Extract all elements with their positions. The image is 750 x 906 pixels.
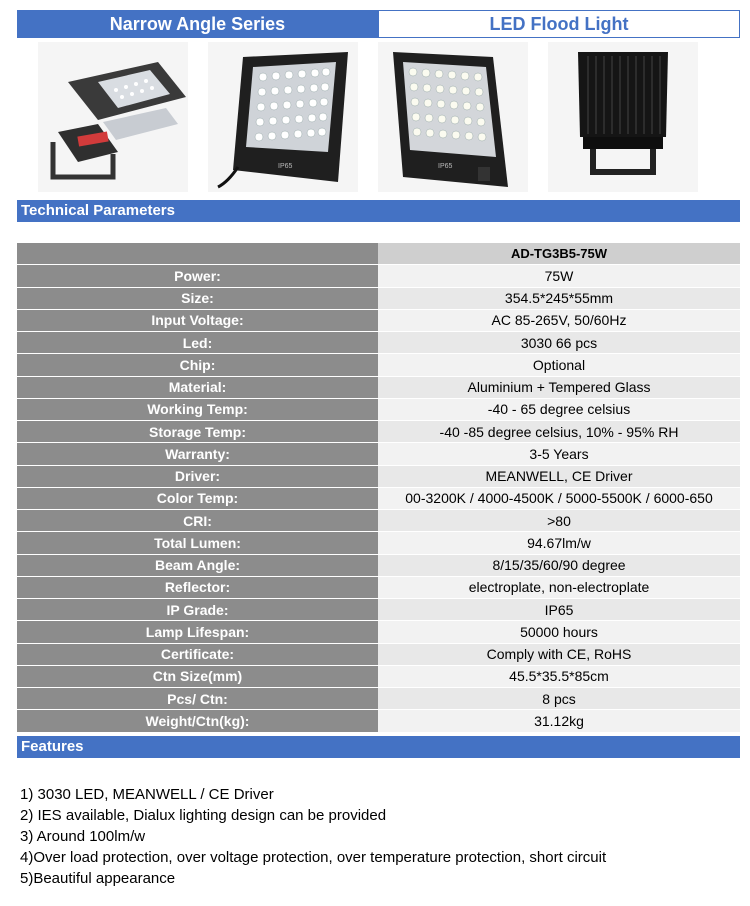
- table-row: [17, 265, 740, 287]
- param-key: Material:: [17, 376, 378, 398]
- table-row: [17, 688, 740, 710]
- param-key: Working Temp:: [17, 398, 378, 420]
- param-key: Warranty:: [17, 443, 378, 465]
- param-key: Beam Angle:: [17, 554, 378, 576]
- table-row: [17, 487, 740, 509]
- param-value: 8 pcs: [378, 688, 740, 710]
- product-photo-front-right: [378, 42, 528, 192]
- param-key: Size:: [17, 287, 378, 309]
- param-value: MEANWELL, CE Driver: [378, 465, 740, 487]
- table-row: [17, 332, 740, 354]
- param-key: CRI:: [17, 510, 378, 532]
- param-value: 8/15/35/60/90 degree: [378, 554, 740, 576]
- param-key: Lamp Lifespan:: [17, 621, 378, 643]
- table-row: [17, 554, 740, 576]
- table-row: [17, 599, 740, 621]
- param-value: IP65: [378, 599, 740, 621]
- param-key: Chip:: [17, 354, 378, 376]
- param-key: Input Voltage:: [17, 309, 378, 331]
- features-heading: Features: [17, 736, 740, 758]
- param-value: electroplate, non-electroplate: [378, 576, 740, 598]
- param-key: Power:: [17, 265, 378, 287]
- feature-item: 2) IES available, Dialux lighting design can be provided: [20, 807, 387, 824]
- param-value: Optional: [378, 354, 740, 376]
- technical-parameters-heading: Technical Parameters: [17, 200, 740, 222]
- series-banner: [17, 10, 740, 38]
- table-row: [17, 465, 740, 487]
- param-value: AC 85-265V, 50/60Hz: [378, 309, 740, 331]
- feature-item: 5)Beautiful appearance: [20, 870, 176, 887]
- product-photo-back: [548, 42, 698, 192]
- param-key: Ctn Size(mm): [17, 665, 378, 687]
- param-value: 354.5*245*55mm: [378, 287, 740, 309]
- param-key: IP Grade:: [17, 599, 378, 621]
- table-row: [17, 532, 740, 554]
- table-row: [17, 621, 740, 643]
- feature-item: 1) 3030 LED, MEANWELL / CE Driver: [20, 786, 274, 803]
- param-value: 00-3200K / 4000-4500K / 5000-5500K / 6000-650: [378, 487, 740, 509]
- series-title: Narrow Angle Series: [17, 10, 378, 38]
- param-key: Led:: [17, 332, 378, 354]
- param-value: -40 -85 degree celsius, 10% - 95% RH: [378, 421, 740, 443]
- technical-parameters-table: [17, 243, 740, 733]
- param-key: Color Temp:: [17, 487, 378, 509]
- product-photo-front-left: [208, 42, 358, 192]
- param-value: 50000 hours: [378, 621, 740, 643]
- table-header-row: [17, 243, 740, 265]
- product-photo-exploded: [38, 42, 188, 192]
- table-row: [17, 443, 740, 465]
- table-row: [17, 421, 740, 443]
- param-key: Weight/Ctn(kg):: [17, 710, 378, 732]
- param-value: 31.12kg: [378, 710, 740, 732]
- product-photos: [38, 42, 698, 192]
- table-row: [17, 309, 740, 331]
- table-row: [17, 665, 740, 687]
- table-row: [17, 354, 740, 376]
- param-value: -40 - 65 degree celsius: [378, 398, 740, 420]
- param-value: 3-5 Years: [378, 443, 740, 465]
- param-key: Total Lumen:: [17, 532, 378, 554]
- table-row: [17, 287, 740, 309]
- table-row: [17, 510, 740, 532]
- param-value: Comply with CE, RoHS: [378, 643, 740, 665]
- feature-item: 4)Over load protection, over voltage protection, over temperature protection, short circuit: [20, 849, 607, 866]
- product-type-title: LED Flood Light: [378, 10, 740, 38]
- param-key: Pcs/ Ctn:: [17, 688, 378, 710]
- ip-label: IP65: [438, 163, 453, 170]
- param-key: Storage Temp:: [17, 421, 378, 443]
- param-key: Driver:: [17, 465, 378, 487]
- param-value: >80: [378, 510, 740, 532]
- param-value: 45.5*35.5*85cm: [378, 665, 740, 687]
- table-row: [17, 376, 740, 398]
- table-row: [17, 576, 740, 598]
- param-key: Reflector:: [17, 576, 378, 598]
- param-value: 3030 66 pcs: [378, 332, 740, 354]
- param-key: Certificate:: [17, 643, 378, 665]
- header-key-cell: [17, 243, 378, 265]
- param-value: Aluminium + Tempered Glass: [378, 376, 740, 398]
- ip-label: IP65: [278, 163, 293, 170]
- param-value: 75W: [378, 265, 740, 287]
- table-row: [17, 398, 740, 420]
- param-value: 94.67lm/w: [378, 532, 740, 554]
- model-number: AD-TG3B5-75W: [378, 243, 740, 265]
- features-list: [20, 784, 606, 889]
- feature-item: 3) Around 100lm/w: [20, 828, 146, 845]
- table-row: [17, 710, 740, 732]
- table-row: [17, 643, 740, 665]
